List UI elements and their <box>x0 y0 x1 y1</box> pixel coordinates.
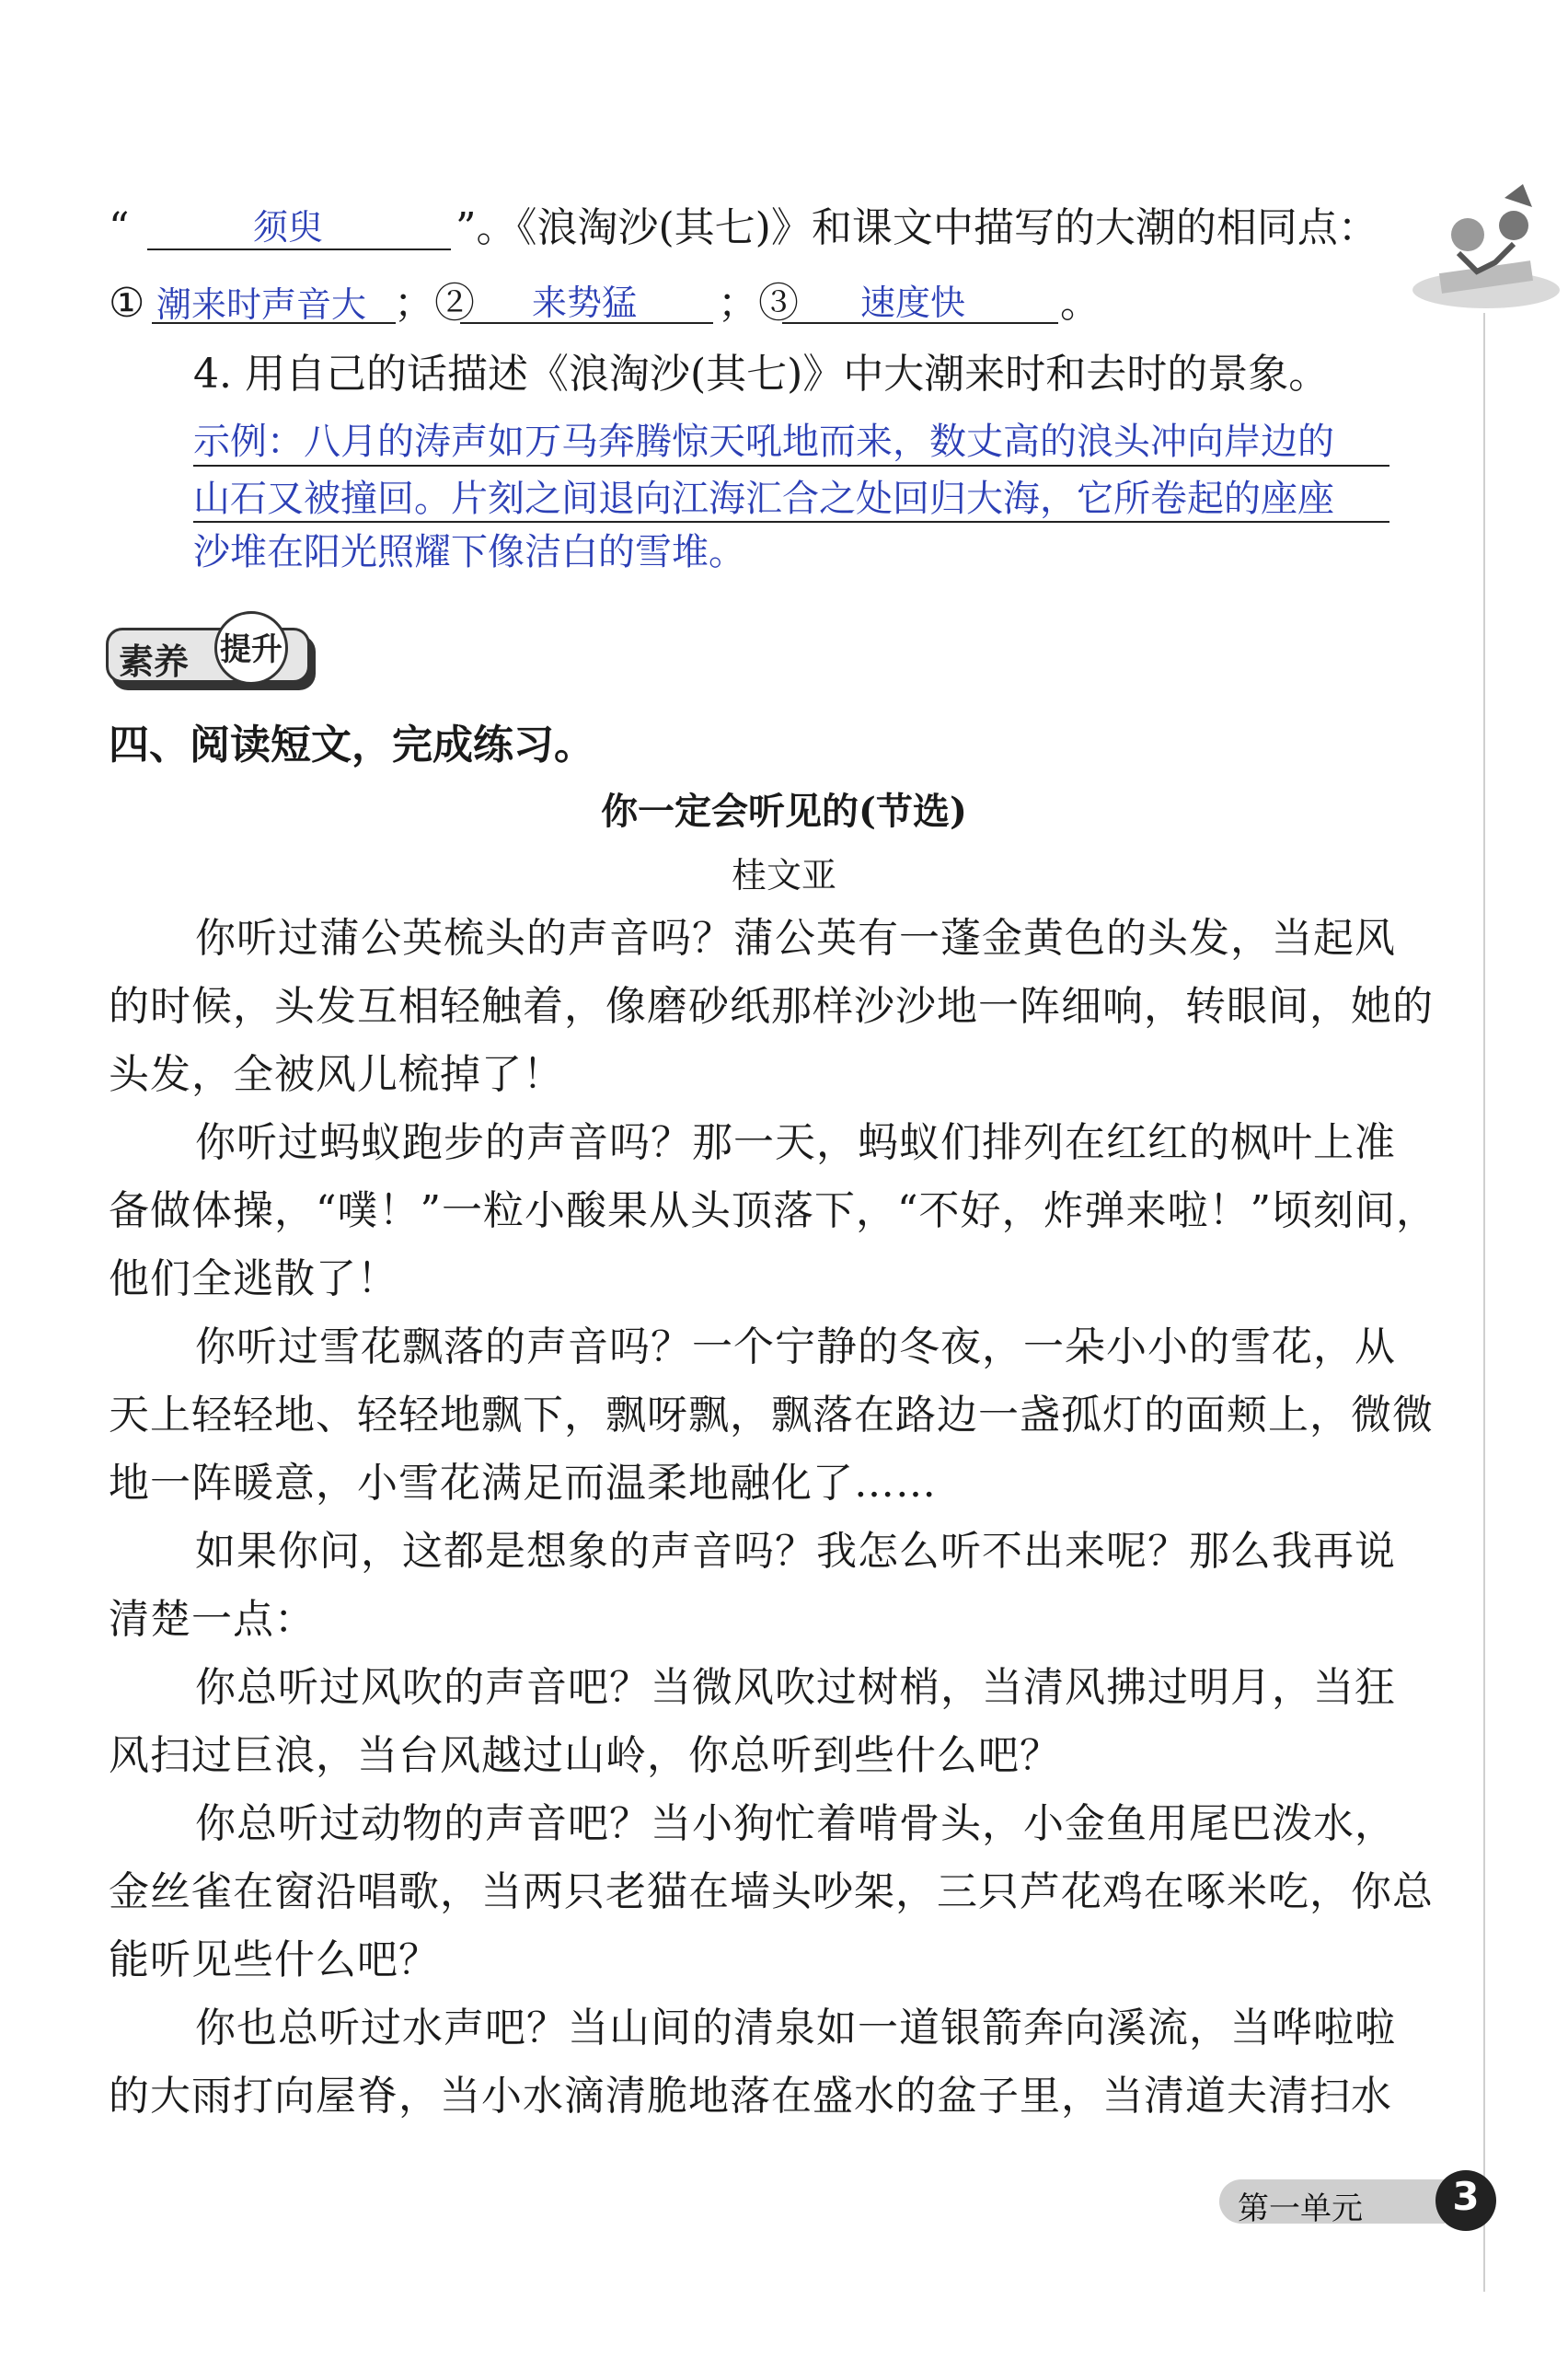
paragraph-line: 你听过雪花飘落的声音吗？一个宁静的冬夜，一朵小小的雪花，从 <box>195 1323 1396 1370</box>
article-paragraph-3 <box>109 1313 1434 1518</box>
margin-thread <box>1483 313 1485 2292</box>
q3-answer-3: 速度快 <box>860 283 966 323</box>
q3-answer-1: 潮来时声音大 <box>156 284 367 325</box>
q3-open-quote: “ <box>109 204 130 251</box>
article-paragraph-2 <box>109 1109 1437 1313</box>
q3-num-1: ① <box>109 280 145 327</box>
paragraph-line: 风扫过巨浪，当台风越过山岭，你总听到些什么吧？ <box>109 1732 1061 1779</box>
q4-answer-line-2: 山石又被撞回。片刻之间退向江海汇合之处回归大海，它所卷起的座座 <box>193 478 1334 520</box>
paragraph-line: 头发，全被风儿梳掉了！ <box>109 1051 564 1098</box>
q4-question: 4. 用自己的话描述《浪淘沙(其七)》中大潮来时和去时的景象。 <box>193 351 1330 398</box>
part4-heading: 四、阅读短文，完成练习。 <box>109 722 594 768</box>
q4-answer-line-1: 示例：八月的涛声如万马奔腾惊天吼地而来，数丈高的浪头冲向岸边的 <box>193 421 1334 463</box>
footer-unit-label: 第一单元 <box>1238 2190 1363 2227</box>
paragraph-line: 清楚一点： <box>109 1596 316 1643</box>
paragraph-line: 金丝雀在窗沿唱歌，当两只老猫在墙头吵架，三只芦花鸡在啄米吃，你总 <box>109 1868 1434 1915</box>
article-paragraph-5 <box>109 1654 1397 1790</box>
paragraph-line: 他们全逃散了！ <box>109 1255 398 1302</box>
q3-blank-1-answer: 须臾 <box>253 207 324 248</box>
paragraph-line: 备做体操，“噗！”一粒小酸果从头顶落下，“不好，炸弹来啦！”顷刻间， <box>109 1187 1437 1234</box>
reading-kids-illustration <box>1403 179 1564 318</box>
q3-line1-text: ”。《浪淘沙(其七)》和课文中描写的大潮的相同点： <box>455 204 1378 251</box>
q4-rule-1 <box>193 465 1389 467</box>
paragraph-line: 地一阵暖意，小雪花满足而温柔地融化了…… <box>109 1460 937 1507</box>
paragraph-line: 你也总听过水声吧？当山间的清泉如一道银箭奔向溪流，当哗啦啦 <box>195 2005 1396 2051</box>
badge-text-left: 素养 <box>119 641 190 682</box>
paragraph-line: 的大雨打向屋脊，当小水滴清脆地落在盛水的盆子里，当清道夫清扫水 <box>109 2073 1392 2120</box>
article-author: 桂文亚 <box>731 855 836 896</box>
article-paragraph-1 <box>109 905 1434 1109</box>
badge-text-right: 提升 <box>220 631 282 668</box>
paragraph-line: 能听见些什么吧？ <box>109 1936 440 1983</box>
q4-answer-line-3: 沙堆在阳光照耀下像洁白的雪堆。 <box>193 531 745 573</box>
q3-sep-2: ；③ <box>718 280 799 327</box>
paragraph-line: 的时候，头发互相轻触着，像磨砂纸那样沙沙地一阵细响，转眼间，她的 <box>109 983 1434 1030</box>
q3-answer-2: 来势猛 <box>532 283 638 323</box>
q3-sep-1: ；② <box>394 280 475 327</box>
paragraph-line: 你总听过风吹的声音吧？当微风吹过树梢，当清风拂过明月，当狂 <box>195 1664 1396 1711</box>
article-paragraph-7 <box>109 1994 1397 2131</box>
article-paragraph-6 <box>109 1790 1434 1994</box>
article-paragraph-4 <box>109 1518 1397 1654</box>
q3-end: 。 <box>1060 280 1101 327</box>
paragraph-line: 你总听过动物的声音吧？当小狗忙着啃骨头，小金鱼用尾巴泼水， <box>195 1800 1396 1847</box>
section-badge <box>106 628 319 694</box>
paragraph-line: 天上轻轻地、轻轻地飘下，飘呀飘，飘落在路边一盏孤灯的面颊上，微微 <box>109 1392 1434 1439</box>
paragraph-line: 你听过蚂蚁跑步的声音吗？那一天，蚂蚁们排列在红红的枫叶上准 <box>195 1119 1396 1166</box>
article-title: 你一定会听见的(节选) <box>601 790 967 833</box>
paragraph-line: 你听过蒲公英梳头的声音吗？蒲公英有一蓬金黄色的头发，当起风 <box>195 915 1396 962</box>
footer-page-number: 3 <box>1452 2174 1480 2219</box>
paragraph-line: 如果你问，这都是想象的声音吗？我怎么听不出来呢？那么我再说 <box>195 1528 1396 1575</box>
